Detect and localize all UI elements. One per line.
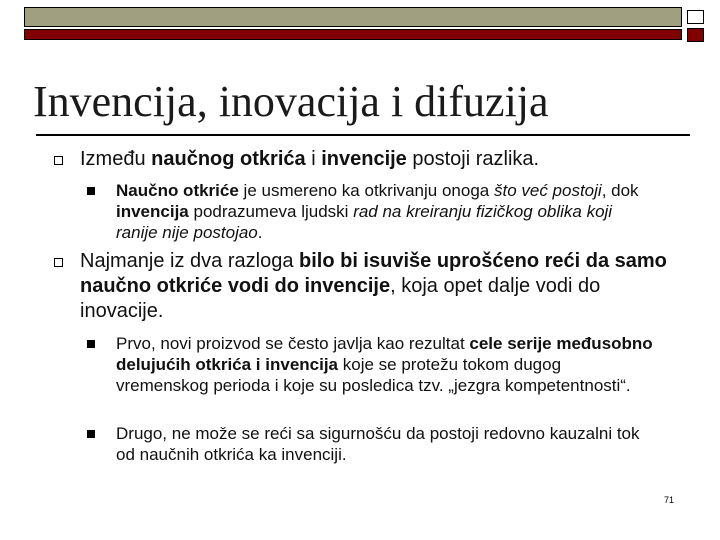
bullet-2-sub-1-text [116,333,656,396]
text-run: Prvo, novi proizvod se često javlja kao rezultat [116,334,470,353]
filled-square-bullet-icon [87,430,95,438]
top-decor-bar-olive [24,7,682,27]
bullet-2-text [80,249,680,324]
text-run: Drugo, ne može se reći sa sigurnošću da postoji redovno kauzalni tok od naučnih otkrića ka invenciji. [116,424,640,464]
corner-square-maroon [687,28,704,42]
text-run: Najmanje iz dva razloga [80,250,299,272]
text-run: što već postoji [493,181,602,200]
text-run: bilo bi isuviše uprošćeno reći da samo naučno otkriće vodi do invencije [80,250,667,297]
text-run: podrazumeva ljudski [188,202,354,221]
title-divider [36,134,690,136]
text-run: invencije [321,148,407,170]
text-run: rad na kreiranju fizičkog oblika koji ranije nije postojao [116,202,613,242]
filled-square-bullet-icon [87,187,95,195]
bullet-1-text [80,147,680,172]
text-run: cele serije međusobno delujućih otkrića i invencija [116,334,653,374]
hollow-square-bullet-icon [54,258,63,267]
text-run: Naučno otkriće [116,181,239,200]
text-run: . [257,223,263,242]
text-run: koje se protežu tokom dugog vremenskog perioda i koje su posledica tzv. „jezgra kompetentnosti“. [116,355,631,395]
hollow-square-bullet-icon [54,156,63,165]
text-run: Između [80,148,152,170]
text-run: , koja opet dalje vodi do inovacije. [80,275,601,322]
text-run: invencija [116,202,189,221]
text-run: , dok [601,181,639,200]
text-run: postoji razlika. [406,148,540,170]
filled-square-bullet-icon [87,340,95,348]
text-run: naučnog otkrića [151,148,306,170]
corner-square-white [687,10,704,24]
top-decor-bar-maroon [24,29,682,40]
slide-title: Invencija, inovacija i difuzija [33,77,549,126]
bullet-1-sub-1-text [116,180,656,243]
page-number: 71 [664,495,675,505]
bullet-2-sub-2-text [116,423,656,465]
text-run: i [305,148,322,170]
text-run: je usmereno ka otkrivanju onoga [238,181,494,200]
